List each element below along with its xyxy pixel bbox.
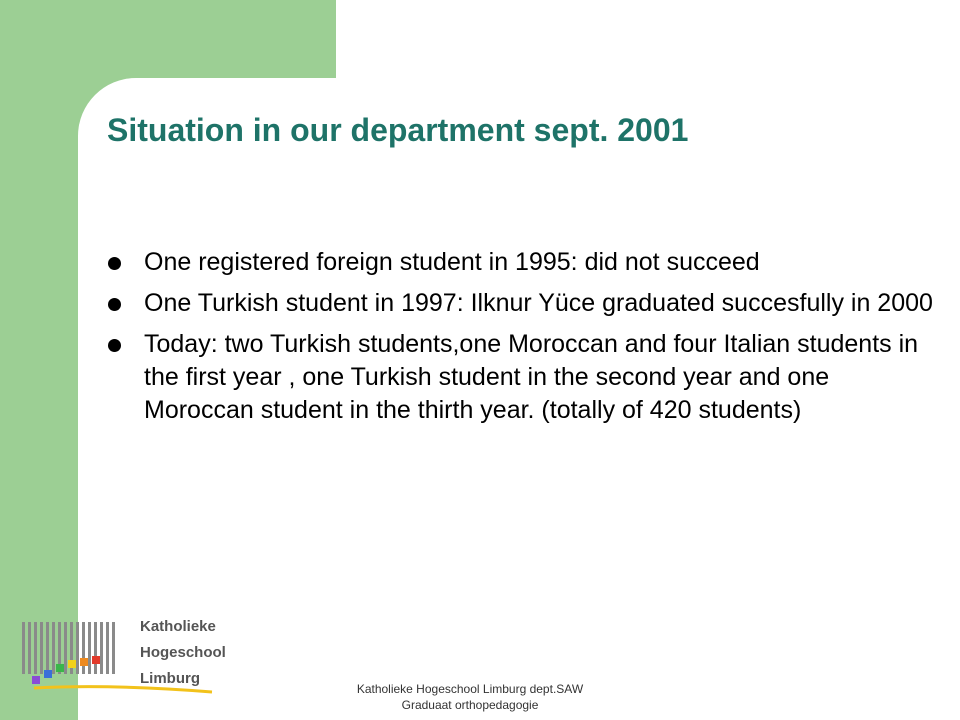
logo-text-line1: Katholieke [140,618,216,635]
logo-text-line2: Hogeschool [140,644,226,661]
green-frame-left [0,0,78,720]
green-frame-top [0,0,336,78]
bullet-icon [108,339,121,352]
bullet-list [106,246,936,435]
bullet-text: One registered foreign student in 1995: did not succeed [144,248,760,276]
bullet-item [106,287,936,320]
bullet-icon [108,257,121,270]
bullet-icon [108,298,121,311]
footer-line2: Graduaat orthopedagogie [401,698,539,712]
footer-line1: Katholieke Hogeschool Limburg dept.SAW [356,682,584,696]
bullet-text: Today: two Turkish students,one Moroccan and four Italian students in the first year , one Turkish student in the second year and one Moroccan student in the thirth year. (totally of 420 students) [144,330,919,424]
bullet-item [106,328,936,427]
bullet-text: One Turkish student in 1997: Ilknur Yüce graduated succesfully in 2000 [144,289,933,317]
logo-text-line3: Limburg [140,670,200,687]
khl-logo [22,618,226,700]
slide-title: Situation in our department sept. 2001 [107,112,689,148]
slide-footer [320,681,620,713]
bullet-item [106,246,936,279]
